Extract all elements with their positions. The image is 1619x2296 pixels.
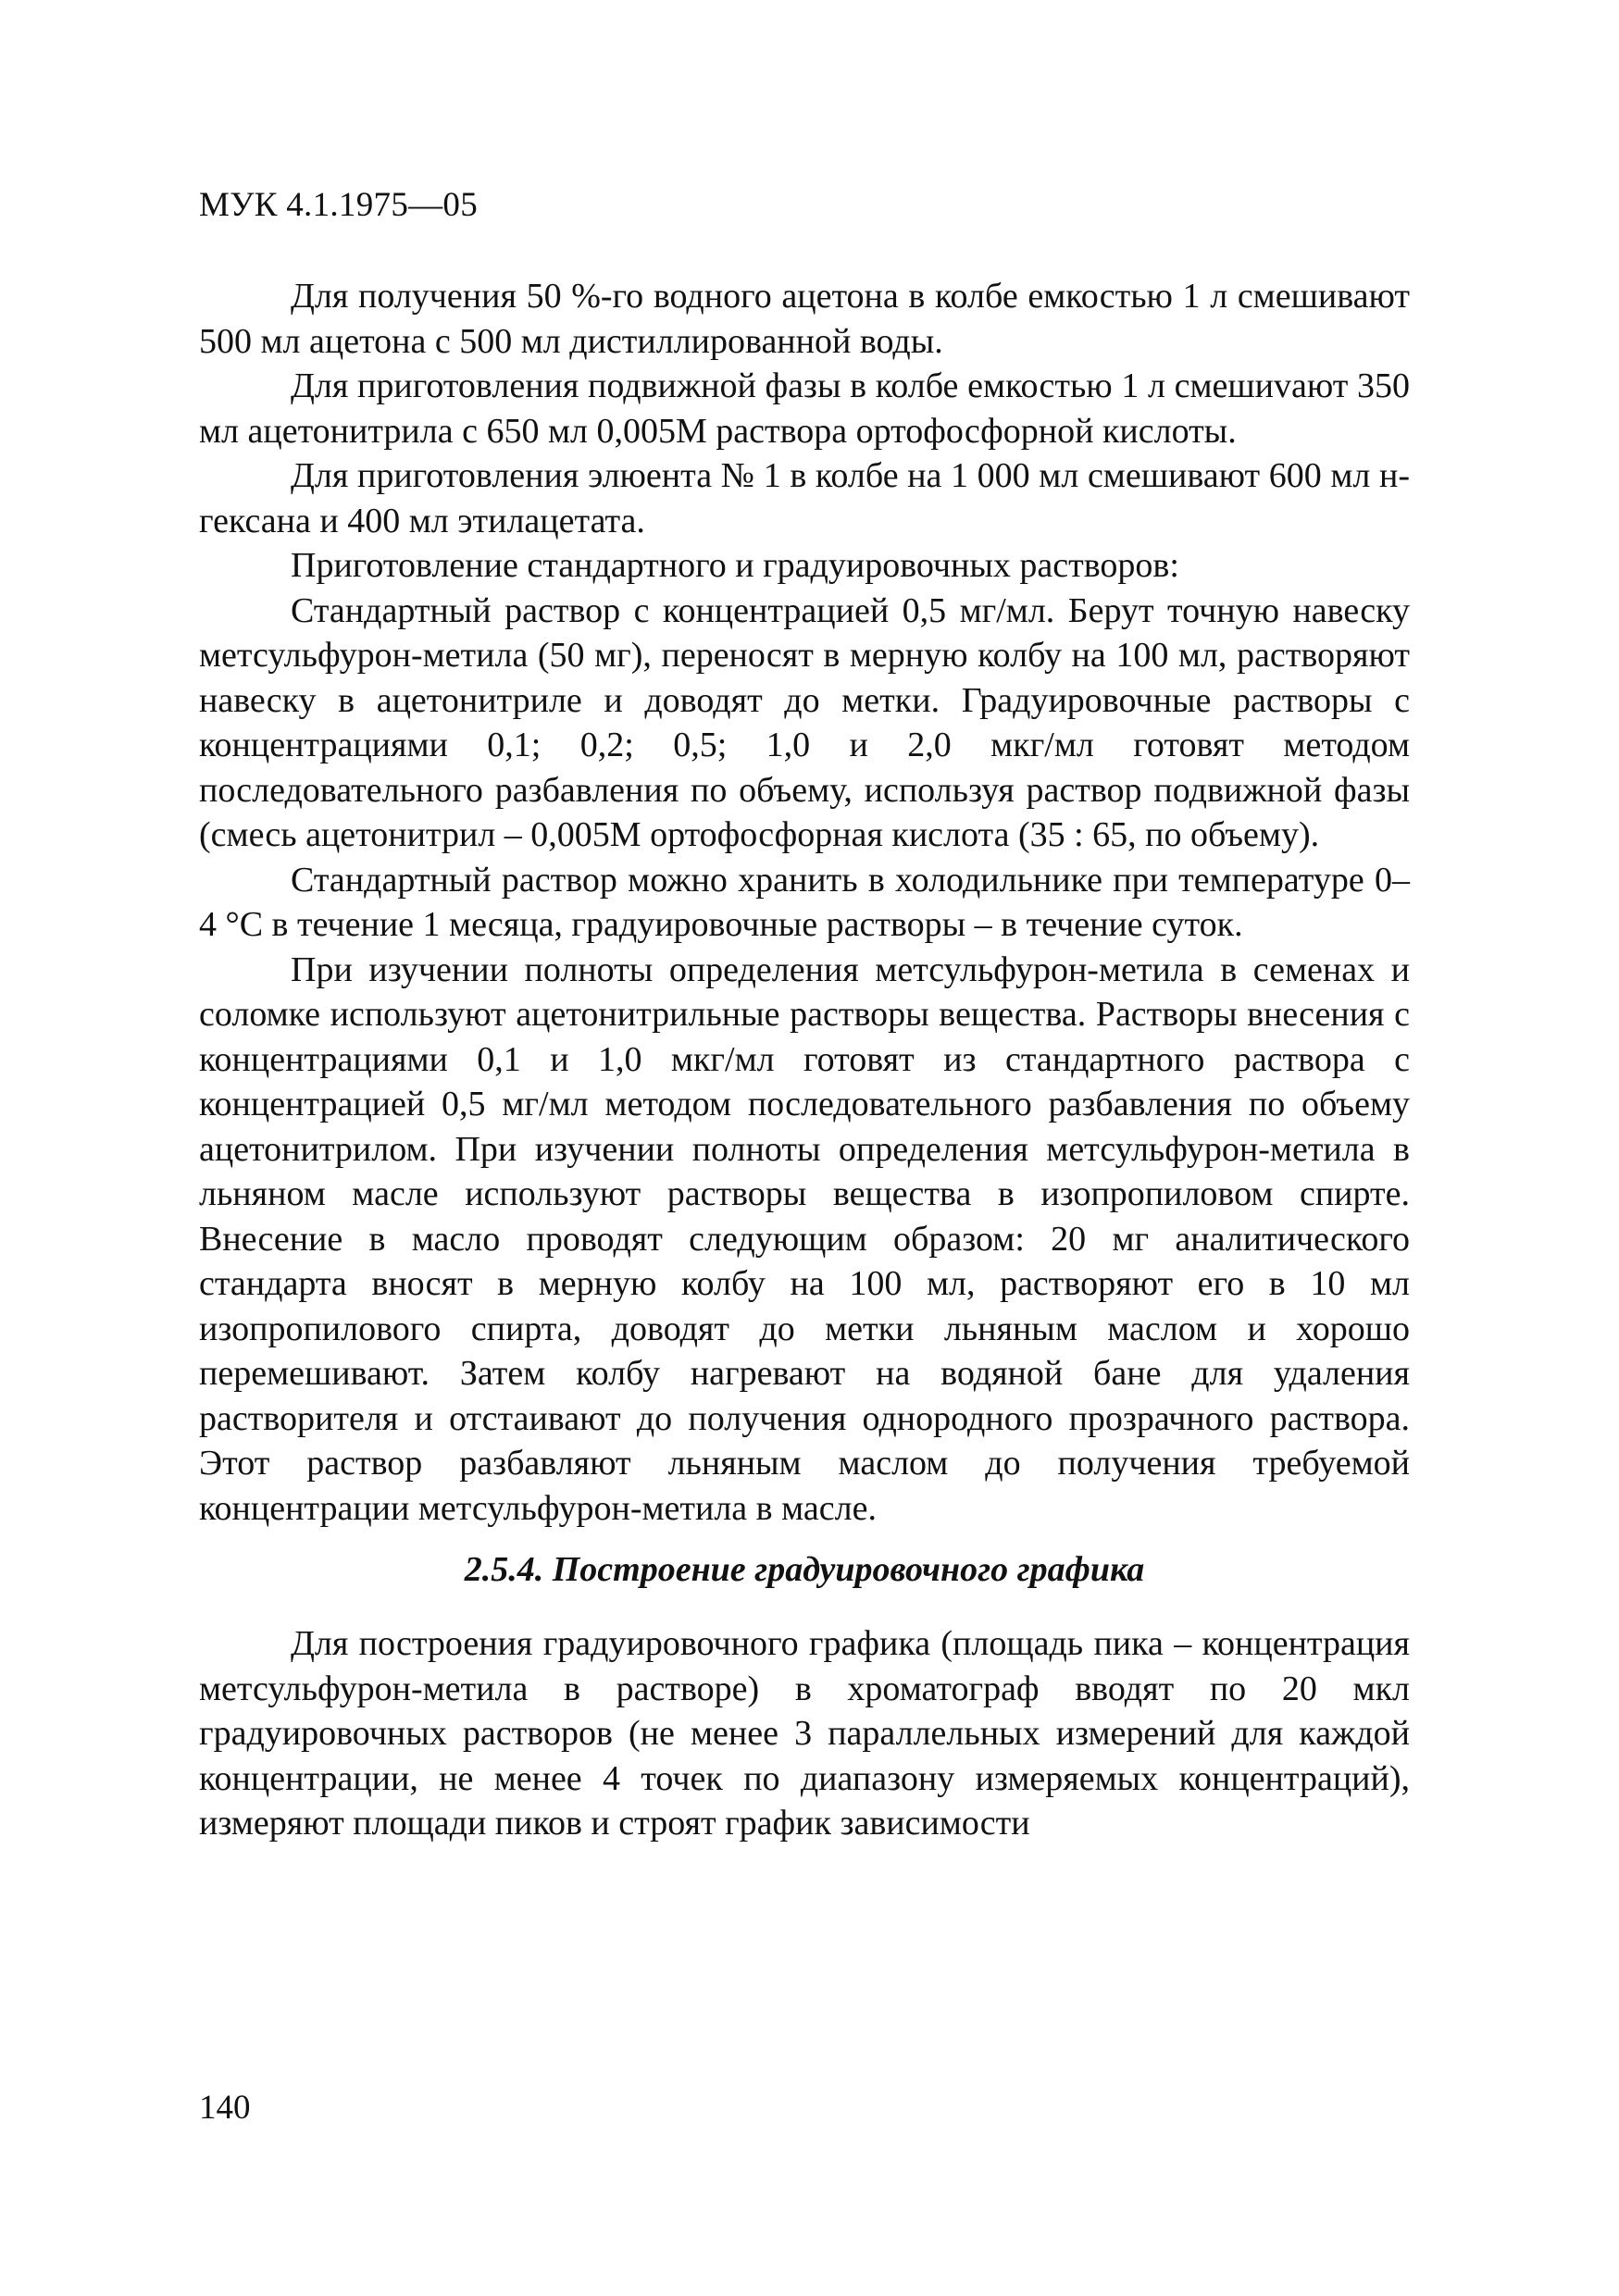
paragraph-eluent: Для приготовления элюента № 1 в колбе на 1 000 мл смешивают 600 мл н-гексана и 400 мл этилацетата. (199, 456, 1410, 540)
paragraph-acetone-solution: Для получения 50 %-го водного ацетона в колбе емкостью 1 л смешивают 500 мл ацетона с 500 мл дистиллированной воды. (199, 277, 1410, 361)
paragraph-storage: Стандартный раствор можно хранить в холодильнике при температуре 0–4 °С в течение 1 месяца, градуировочные растворы – в течение суток. (199, 860, 1410, 944)
paragraph-standard-prep-intro: Приготовление стандартного и градуировочных растворов: (291, 546, 1179, 585)
body-text (199, 274, 1410, 1846)
section-heading: 2.5.4. Построение градуировочного графика (464, 1550, 1145, 1589)
paragraph-calibration: Для построения градуировочного графика (площадь пика – концентрация метсульфурон-метила в растворе) в хроматограф вводят по 20 мкл градуировочных растворов (не менее 3 параллельных измерений для каждой концентрации, не менее 4 точек по диапазону измеряемых концентраций), измеряют площади пиков и строят график зависимости (199, 1624, 1410, 1843)
document-code-header: МУК 4.1.1975—05 (199, 186, 479, 224)
paragraph-standard-solution: Стандартный раствор с концентрацией 0,5 мг/мл. Берут точную навеску метсульфурон-метила (50 мг), переносят в мерную колбу на 100 мл, растворяют навеску в ацетонитриле и доводят до метки. Градуировочные растворы с концентрациями 0,1; 0,2; 0,5; 1,0 и 2,0 мкг/мл готовят методом последовательного разбавления по объему, используя раствор подвижной фазы (смесь ацетонитрил – 0,005М ортофосфорная кислота (35 : 65, по объему). (199, 590, 1410, 854)
page-number: 140 (199, 2089, 251, 2127)
paragraph-mobile-phase: Для приготовления подвижной фазы в колбе емкостью 1 л смешиvают 350 мл ацетонитрила с 650 мл 0,005М раствора ортофосфорной кислоты. (199, 366, 1410, 451)
paragraph-recovery-study: При изучении полноты определения метсульфурон-метила в семенах и соломке используют ацетонитрильные растворы вещества. Растворы внесения с концентрациями 0,1 и 1,0 мкг/мл готовят из стандартного раствора с концентрацией 0,5 мг/мл методом последовательного разбавления по объему ацетонитрилом. При изучении полноты определения метсульфурон-метила в льняном масле используют растворы вещества в изопропиловом спирте. Внесение в масло проводят следующим образом: 20 мг аналитического стандарта вносят в мерную колбу на 100 мл, растворяют его в 10 мл изопропилового спирта, доводят до метки льняным маслом и хорошо перемешивают. Затем колбу нагревают на водяной бане для удаления растворителя и отстаивают до получения однородного прозрачного раствора. Этот раствор разбавляют льняным маслом до получения требуемой концентрации метсульфурон-метила в масле. (199, 949, 1410, 1528)
